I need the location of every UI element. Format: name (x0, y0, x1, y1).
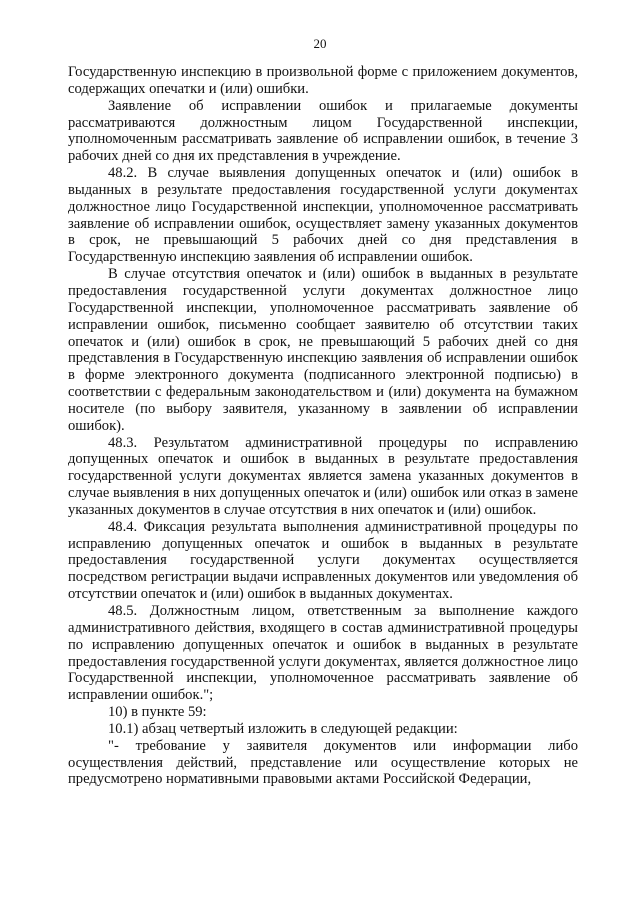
paragraph: Заявление об исправлении ошибок и прилагаемые документы рассматриваются должностным лицом Государственной инспекции, уполномоченным рассматривать заявление об исправлении ошибок, в течение 3 рабочих дней со дня их представления в учреждение. (68, 97, 578, 165)
page-number: 20 (313, 36, 327, 51)
paragraph: 48.2. В случае выявления допущенных опечаток и (или) ошибок в выданных в результате предоставления государственной услуги документах должностное лицо Государственной инспекции, уполномоченное рассматривать заявление об исправлении ошибок, осуществляет замену указанных документов в срок, не превышающий 5 рабочих дней со дня представления в Государственную инспекцию заявления об исправлении ошибок. (68, 165, 578, 266)
paragraph: Государственную инспекцию в произвольной форме с приложением документов, содержащих опечатки и (или) ошибки. (68, 64, 578, 97)
paragraph: 48.3. Результатом административной процедуры по исправлению допущенных опечаток и ошибок в выданных в результате предоставления государственной услуги документах является замена указанных документов в случае выявления в них допущенных опечаток и (или) ошибок или отказ в замене указанных документов в случае отсутствия в них опечаток и (или) ошибок. (68, 434, 578, 518)
paragraph: В случае отсутствия опечаток и (или) ошибок в выданных в результате предоставления государственной услуги документах должностное лицо Государственной инспекции, уполномоченное рассматривать заявление об исправлении ошибок, письменно сообщает заявителю об отсутствии таких опечаток и (или) ошибок в срок, не превышающий 5 рабочих дней со дня представления в Государственную инспекцию заявления об исправлении ошибок в форме электронного документа (подписанного электронной подписью) в соответствии с федеральным законодательством и (или) документа на бумажном носителе (по выбору заявителя, указанному в заявлении об исправлении ошибок). (68, 266, 578, 434)
paragraph: 10) в пункте 59: (108, 704, 207, 721)
paragraph: 10.1) абзац четвертый изложить в следующей редакции: (108, 720, 458, 737)
document-body (68, 64, 578, 788)
paragraph: "- требование у заявителя документов или информации либо осуществления действий, представление или осуществление которых не предусмотрено нормативными правовыми актами Российской Федерации, (68, 737, 578, 788)
paragraph: 48.5. Должностным лицом, ответственным за выполнение каждого административного действия, входящего в состав административной процедуры по исправлению допущенных опечаток и ошибок в выданных в результате предоставления государственной услуги документах, является должностное лицо Государственной инспекции, уполномоченное рассматривать заявление об исправлении ошибок."; (68, 603, 578, 704)
paragraph: 48.4. Фиксация результата выполнения административной процедуры по исправлению допущенных опечаток и ошибок в выданных в результате предоставления государственной услуги документах осуществляется посредством регистрации выдачи исправленных документов или уведомления об отсутствии опечаток и (или) ошибок в выданных документах. (68, 518, 578, 603)
